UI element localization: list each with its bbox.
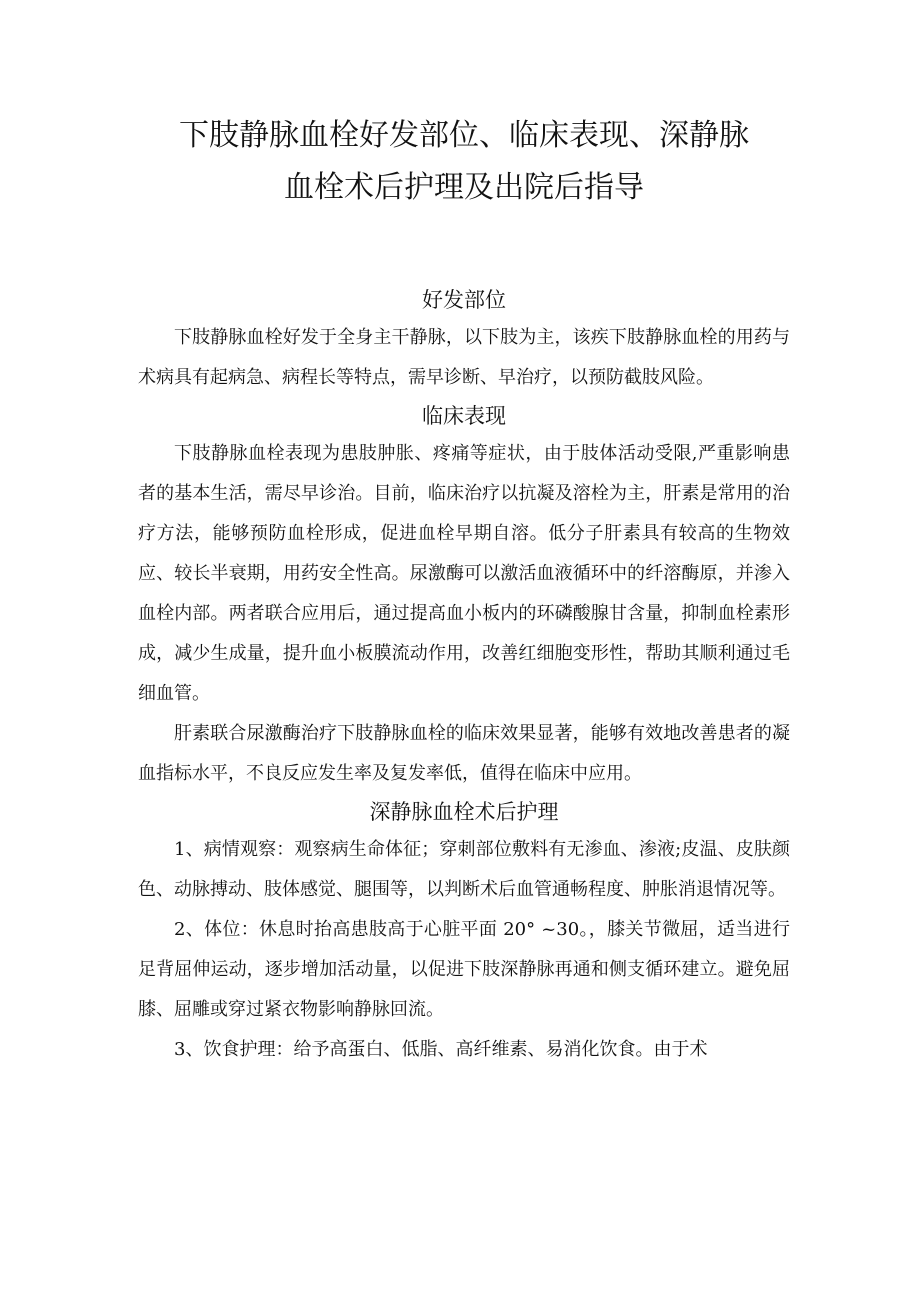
section-heading: 深静脉血栓术后护理: [369, 800, 559, 824]
body-paragraph: 1、病情观察：观察病生命体征；穿刺部位敷料有无渗血、渗液;皮温、皮肤颜色、动脉搏动、肢体感觉、腿围等，以判断术后血管通畅程度、肿胀消退情况等。: [138, 839, 790, 900]
body-paragraph: 3、饮食护理：给予高蛋白、低脂、高纤维素、易消化饮食。由于术: [174, 1039, 708, 1060]
section-predilection-sites: [138, 282, 790, 398]
title-line-1: 下肢静脉血栓好发部位、临床表现、深静脉: [179, 118, 749, 153]
title-line-2: 血栓术后护理及出院后指导: [284, 170, 644, 205]
section-heading: 临床表现: [422, 404, 506, 428]
body-paragraph: 下肢静脉血栓好发于全身主干静脉，以下肢为主，该疾下肢静脉血栓的用药与术病具有起病急、病程长等特点，需早诊断、早治疗，以预防截肢风险。: [138, 327, 790, 388]
section-heading: 好发部位: [422, 288, 506, 312]
document-title: [138, 110, 790, 214]
body-paragraph: 下肢静脉血栓表现为患肢肿胀、疼痛等症状，由于肢体活动受限,严重影响患者的基本生活，需尽早诊治。目前，临床治疗以抗凝及溶栓为主，肝素是常用的治疗方法，能够预防血栓形成，促进血栓早期自溶。低分子肝素具有较高的生物效应、较长半衰期，用药安全性高。尿激酶可以激活血液循环中的纤溶酶原，并渗入血栓内部。两者联合应用后，通过提高血小板内的环磷酸腺甘含量，抑制血栓素形成，减少生成量，提升血小板膜流动作用，改善红细胞变形性，帮助其顺利通过毛细血管。: [138, 443, 790, 704]
section-postoperative-care: [138, 794, 790, 1070]
body-paragraph: 2、体位：休息时抬高患肢高于心脏平面 20° ~30。，膝关节微屈，适当进行足背屈伸运动，逐步增加活动量，以促进下肢深静脉再通和侧支循环建立。避免屈膝、屈雕或穿过紧衣物影响静脉回流。: [138, 919, 790, 1020]
section-clinical-manifestations: [138, 398, 790, 794]
body-paragraph: 肝素联合尿激酶治疗下肢静脉血栓的临床效果显著，能够有效地改善患者的凝血指标水平，不良反应发生率及复发率低，值得在临床中应用。: [138, 723, 790, 784]
